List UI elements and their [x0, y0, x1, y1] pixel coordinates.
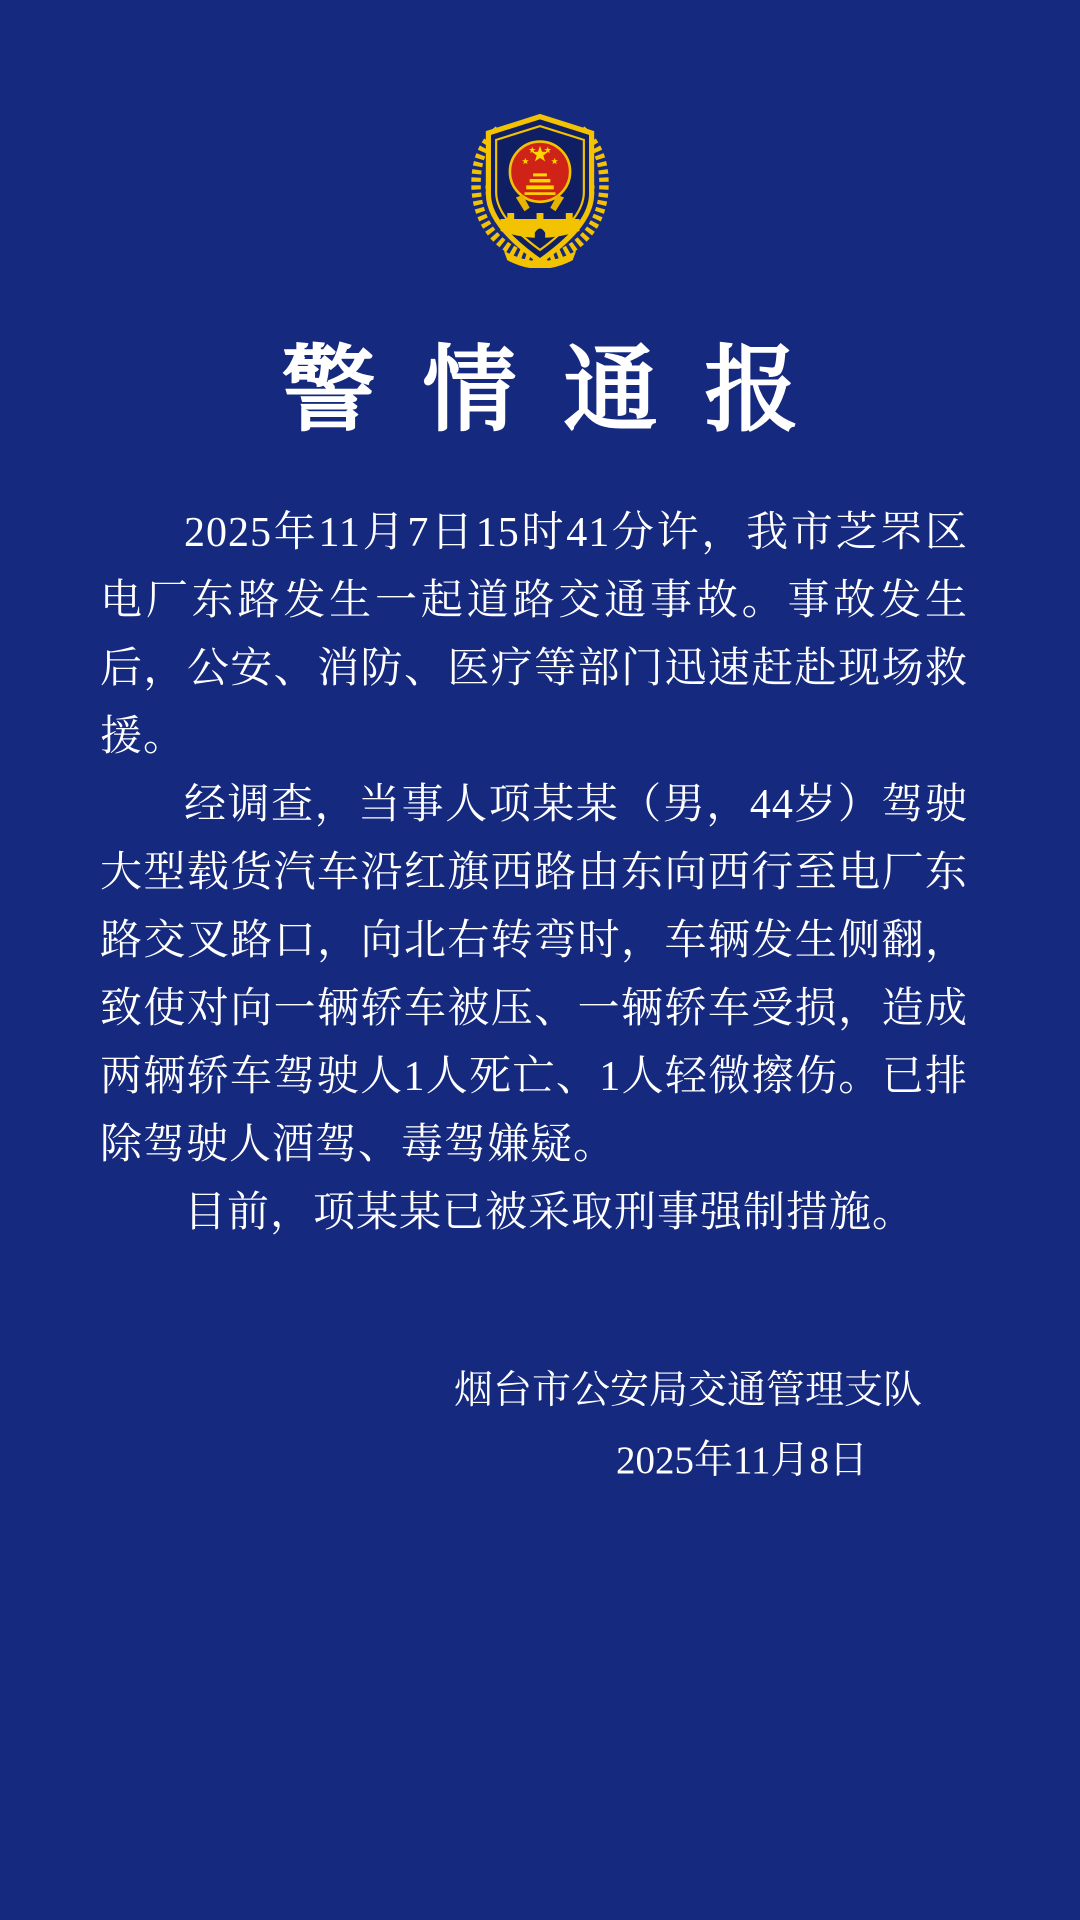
issuing-authority: 烟台市公安局交通管理支队: [453, 1369, 922, 1412]
paragraph-measures: 目前，项某某已被采取刑事强制措施。: [184, 1190, 916, 1236]
paragraph-incident: 2025年11月7日15时41分许，我市芝罘区电厂东路发生一起道路交通事故。事故发生后，公安、消防、医疗等部门迅速赶赴现场救援。: [100, 510, 968, 760]
china-police-badge-icon: [454, 96, 626, 268]
emblem-container: [0, 0, 1080, 268]
notice-body: [0, 499, 1080, 1247]
issue-date: 2025年11月8日: [615, 1439, 868, 1482]
notice-footer: [0, 1365, 1080, 1487]
notice-title: 警情通报: [281, 339, 846, 443]
paragraph-investigation: 经调查，当事人项某某（男，44岁）驾驶大型载货汽车沿红旗西路由东向西行至电厂东路交叉路口，向北右转弯时，车辆发生侧翻，致使对向一辆轿车被压、一辆轿车受损，造成两辆轿车驾驶人1人死亡、1人轻微擦伤。已排除驾驶人酒驾、毒驾嫌疑。: [100, 782, 968, 1168]
